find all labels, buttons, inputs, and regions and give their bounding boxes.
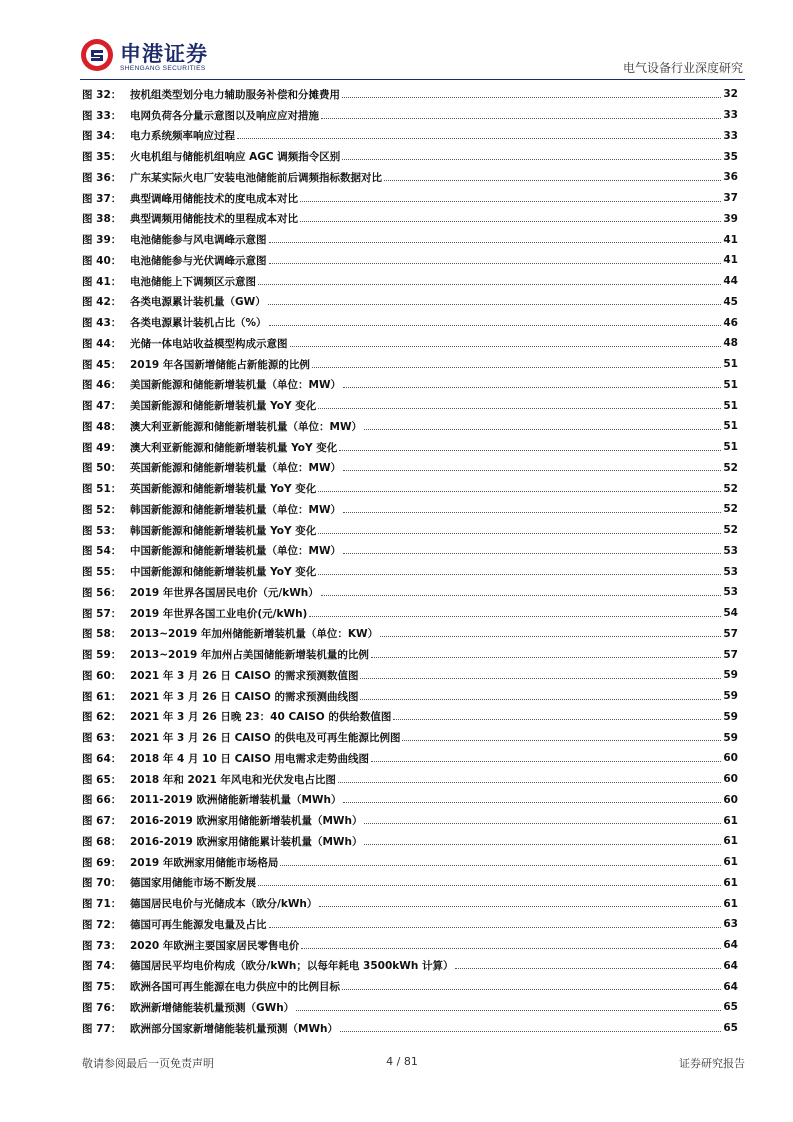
figure-page-number: 57	[723, 627, 738, 640]
toc-entry[interactable]	[82, 748, 738, 769]
figure-title: 火电机组与储能机组响应 AGC 调频指令区别	[130, 151, 341, 164]
figure-title: 电池储能参与风电调峰示意图	[130, 234, 267, 247]
company-logo	[80, 38, 220, 78]
figure-page-number: 59	[723, 731, 738, 744]
toc-entry[interactable]	[82, 852, 738, 873]
toc-entry[interactable]	[82, 395, 738, 416]
figure-page-number: 48	[723, 337, 738, 350]
figure-page-number: 51	[723, 378, 738, 391]
toc-entry[interactable]	[82, 665, 738, 686]
figure-title: 德国居民平均电价构成（欧分/kWh；以每年耗电 3500kWh 计算）	[130, 960, 454, 973]
figure-title: 美国新能源和储能新增装机量 YoY 变化	[130, 400, 317, 413]
dot-leader	[318, 408, 721, 409]
toc-entry[interactable]	[82, 167, 738, 188]
figure-title: 电池储能上下调频区示意图	[130, 275, 256, 288]
figure-number: 图 63：	[82, 732, 122, 745]
toc-entry[interactable]	[82, 956, 738, 977]
page-number: 4 / 81	[386, 1055, 418, 1068]
figure-number: 图 76：	[82, 1001, 122, 1014]
figure-page-number: 64	[723, 959, 738, 972]
figure-title: 按机组类型划分电力辅助服务补偿和分摊费用	[130, 88, 340, 101]
figure-page-number: 57	[723, 648, 738, 661]
dot-leader	[380, 636, 721, 637]
figure-number: 图 50：	[82, 462, 122, 475]
figure-page-number: 59	[723, 710, 738, 723]
figure-title: 2021 年 3 月 26 日 CAISO 的供电及可再生能源比例图	[130, 732, 401, 745]
figure-number: 图 57：	[82, 607, 122, 620]
figure-number: 图 75：	[82, 981, 122, 994]
figure-page-number: 60	[723, 752, 738, 765]
dot-leader	[269, 263, 722, 264]
toc-entry[interactable]	[82, 790, 738, 811]
figure-title: 2019 年世界各国工业电价(元/kWh)	[130, 607, 308, 620]
figure-title: 中国新能源和储能新增装机量 YoY 变化	[130, 566, 317, 579]
dot-leader	[321, 118, 721, 119]
toc-entry[interactable]	[82, 893, 738, 914]
figure-page-number: 61	[723, 876, 738, 889]
toc-entry[interactable]	[82, 686, 738, 707]
dot-leader	[300, 201, 721, 202]
toc-entry[interactable]	[82, 769, 738, 790]
header-divider	[80, 79, 745, 80]
figure-title: 各类电源累计装机量（GW）	[130, 296, 266, 309]
disclaimer-note: 敬请参阅最后一页免责声明	[82, 1057, 214, 1070]
toc-entry[interactable]	[82, 873, 738, 894]
dot-leader	[455, 968, 721, 969]
figure-number: 图 61：	[82, 690, 122, 703]
logo-chinese-name: 申港证券	[120, 42, 208, 66]
dot-leader	[268, 304, 722, 305]
figure-title: 韩国新能源和储能新增装机量（单位：MW）	[130, 503, 342, 516]
figure-page-number: 51	[723, 420, 738, 433]
figure-number: 图 51：	[82, 483, 122, 496]
figure-page-number: 61	[723, 897, 738, 910]
dot-leader	[280, 865, 721, 866]
toc-entry[interactable]	[82, 416, 738, 437]
dot-leader	[318, 491, 721, 492]
figure-number: 图 40：	[82, 254, 122, 267]
figure-title: 2011-2019 欧洲储能新增装机量（MWh）	[130, 794, 342, 807]
toc-entry[interactable]	[82, 707, 738, 728]
figure-title: 中国新能源和储能新增装机量（单位：MW）	[130, 545, 342, 558]
toc-entry[interactable]	[82, 478, 738, 499]
figure-number: 图 73：	[82, 939, 122, 952]
figure-page-number: 41	[723, 254, 738, 267]
toc-entry[interactable]	[82, 229, 738, 250]
figure-page-number: 64	[723, 939, 738, 952]
dot-leader	[364, 844, 721, 845]
figure-page-number: 61	[723, 835, 738, 848]
figure-number: 图 41：	[82, 275, 122, 288]
dot-leader	[321, 595, 722, 596]
figure-page-number: 61	[723, 814, 738, 827]
figure-page-number: 52	[723, 524, 738, 537]
figure-page-number: 44	[723, 275, 738, 288]
figure-title: 欧洲各国可再生能源在电力供应中的比例目标	[130, 981, 340, 994]
figure-number: 图 44：	[82, 337, 122, 350]
figure-page-number: 41	[723, 233, 738, 246]
dot-leader	[258, 284, 721, 285]
figure-page-number: 33	[723, 109, 738, 122]
figure-title: 澳大利亚新能源和储能新增装机量（单位：MW）	[130, 420, 363, 433]
dot-leader	[301, 948, 721, 949]
figure-page-number: 63	[723, 918, 738, 931]
figure-number: 图 32：	[82, 88, 122, 101]
toc-entry[interactable]	[82, 935, 738, 956]
toc-entry[interactable]	[82, 810, 738, 831]
figure-number: 图 64：	[82, 752, 122, 765]
figure-number: 图 62：	[82, 711, 122, 724]
dot-leader	[269, 325, 722, 326]
figure-number: 图 47：	[82, 400, 122, 413]
figure-number: 图 53：	[82, 524, 122, 537]
dot-leader	[364, 823, 721, 824]
figure-title: 2019 年欧洲家用储能市场格局	[130, 856, 279, 869]
dot-leader	[343, 387, 721, 388]
figure-page-number: 39	[723, 212, 738, 225]
figure-title: 欧洲新增储能装机量预测（GWh）	[130, 1001, 295, 1014]
figure-page-number: 51	[723, 399, 738, 412]
figure-title: 2013~2019 年加州储能新增装机量（单位：KW）	[130, 628, 379, 641]
dot-leader	[312, 367, 721, 368]
figure-page-number: 45	[723, 295, 738, 308]
figure-page-number: 51	[723, 358, 738, 371]
figure-number: 图 69：	[82, 856, 122, 869]
figure-number: 图 48：	[82, 420, 122, 433]
dot-leader	[269, 242, 722, 243]
dot-leader	[342, 159, 721, 160]
figure-title: 2016-2019 欧洲家用储能累计装机量（MWh）	[130, 835, 363, 848]
figure-list	[82, 84, 738, 1039]
figure-title: 2018 年和 2021 年风电和光伏发电占比图	[130, 773, 336, 786]
toc-entry[interactable]	[82, 375, 738, 396]
figure-page-number: 52	[723, 461, 738, 474]
dot-leader	[339, 450, 721, 451]
figure-title: 广东某实际火电厂安装电池储能前后调频指标数据对比	[130, 171, 382, 184]
figure-number: 图 68：	[82, 835, 122, 848]
toc-entry[interactable]	[82, 105, 738, 126]
figure-number: 图 49：	[82, 441, 122, 454]
dot-leader	[318, 574, 721, 575]
logo-english-name: SHENGANG SECURITIES	[120, 65, 206, 72]
figure-number: 图 36：	[82, 171, 122, 184]
figure-title: 2021 年 3 月 26 日 CAISO 的需求预测数值图	[130, 669, 359, 682]
figure-title: 英国新能源和储能新增装机量（单位：MW）	[130, 462, 342, 475]
dot-leader	[402, 740, 721, 741]
report-type: 证券研究报告	[679, 1057, 745, 1070]
toc-entry[interactable]	[82, 520, 738, 541]
toc-entry[interactable]	[82, 997, 738, 1018]
figure-number: 图 35：	[82, 151, 122, 164]
figure-title: 2021 年 3 月 26 日晚 23：40 CAISO 的供给数值图	[130, 711, 392, 724]
toc-entry[interactable]	[82, 727, 738, 748]
page-footer	[0, 1055, 793, 1075]
dot-leader	[296, 1010, 721, 1011]
figure-number: 图 67：	[82, 815, 122, 828]
dot-leader	[393, 719, 721, 720]
dot-leader	[319, 906, 721, 907]
toc-entry[interactable]	[82, 250, 738, 271]
figure-number: 图 70：	[82, 877, 122, 890]
dot-leader	[364, 429, 721, 430]
toc-entry[interactable]	[82, 499, 738, 520]
figure-title: 2019 年各国新增储能占新能源的比例	[130, 358, 310, 371]
dot-leader	[300, 221, 721, 222]
figure-page-number: 37	[723, 192, 738, 205]
figure-page-number: 52	[723, 503, 738, 516]
dot-leader	[269, 927, 722, 928]
dot-leader	[371, 657, 721, 658]
toc-entry[interactable]	[82, 84, 738, 105]
dot-leader	[360, 699, 721, 700]
figure-number: 图 56：	[82, 586, 122, 599]
toc-entry[interactable]	[82, 541, 738, 562]
dot-leader	[338, 782, 721, 783]
figure-title: 美国新能源和储能新增装机量（单位：MW）	[130, 379, 342, 392]
figure-title: 2018 年 4 月 10 日 CAISO 用电需求走势曲线图	[130, 752, 369, 765]
figure-number: 图 66：	[82, 794, 122, 807]
figure-number: 图 37：	[82, 192, 122, 205]
figure-number: 图 65：	[82, 773, 122, 786]
figure-number: 图 38：	[82, 213, 122, 226]
figure-page-number: 59	[723, 669, 738, 682]
figure-number: 图 54：	[82, 545, 122, 558]
toc-entry[interactable]	[82, 292, 738, 313]
dot-leader	[340, 1031, 721, 1032]
dot-leader	[342, 97, 721, 98]
figure-number: 图 71：	[82, 898, 122, 911]
figure-number: 图 59：	[82, 649, 122, 662]
dot-leader	[342, 989, 721, 990]
figure-title: 2019 年世界各国居民电价（元/kWh）	[130, 586, 319, 599]
figure-page-number: 64	[723, 980, 738, 993]
toc-entry[interactable]	[82, 644, 738, 665]
figure-page-number: 46	[723, 316, 738, 329]
figure-number: 图 42：	[82, 296, 122, 309]
figure-page-number: 53	[723, 586, 738, 599]
figure-number: 图 52：	[82, 503, 122, 516]
toc-entry[interactable]	[82, 914, 738, 935]
toc-entry[interactable]	[82, 271, 738, 292]
figure-title: 典型调峰用储能技术的度电成本对比	[130, 192, 298, 205]
toc-entry[interactable]	[82, 126, 738, 147]
figure-number: 图 55：	[82, 566, 122, 579]
dot-leader	[360, 678, 721, 679]
figure-title: 韩国新能源和储能新增装机量 YoY 变化	[130, 524, 317, 537]
toc-entry[interactable]	[82, 582, 738, 603]
figure-title: 2016-2019 欧洲家用储能新增装机量（MWh）	[130, 815, 363, 828]
dot-leader	[343, 470, 721, 471]
figure-title: 电力系统频率响应过程	[130, 130, 235, 143]
figure-title: 2013~2019 年加州占美国储能新增装机量的比例	[130, 649, 369, 662]
dot-leader	[237, 138, 721, 139]
figure-page-number: 60	[723, 773, 738, 786]
figure-page-number: 65	[723, 1022, 738, 1035]
logo-mark-icon	[80, 38, 114, 72]
figure-number: 图 33：	[82, 109, 122, 122]
figure-number: 图 45：	[82, 358, 122, 371]
figure-page-number: 33	[723, 129, 738, 142]
dot-leader	[318, 533, 721, 534]
figure-title: 典型调频用储能技术的里程成本对比	[130, 213, 298, 226]
document-title: 电气设备行业深度研究	[622, 61, 743, 75]
toc-entry[interactable]	[82, 312, 738, 333]
figure-title: 各类电源累计装机占比（%）	[130, 317, 267, 330]
page-header	[0, 0, 793, 82]
figure-number: 图 39：	[82, 234, 122, 247]
figure-number: 图 74：	[82, 960, 122, 973]
toc-entry[interactable]	[82, 624, 738, 645]
toc-entry[interactable]	[82, 561, 738, 582]
figure-number: 图 72：	[82, 918, 122, 931]
figure-title: 2020 年欧洲主要国家居民零售电价	[130, 939, 300, 952]
toc-entry[interactable]	[82, 188, 738, 209]
figure-page-number: 61	[723, 856, 738, 869]
figure-page-number: 36	[723, 171, 738, 184]
figure-page-number: 53	[723, 544, 738, 557]
figure-title: 英国新能源和储能新增装机量 YoY 变化	[130, 483, 317, 496]
figure-title: 德国可再生能源发电量及占比	[130, 918, 267, 931]
toc-entry[interactable]	[82, 976, 738, 997]
dot-leader	[258, 885, 721, 886]
figure-title: 电网负荷各分量示意图以及响应应对措施	[130, 109, 319, 122]
figure-page-number: 51	[723, 441, 738, 454]
figure-title: 电池储能参与光伏调峰示意图	[130, 254, 267, 267]
figure-number: 图 46：	[82, 379, 122, 392]
toc-entry[interactable]	[82, 209, 738, 230]
toc-entry[interactable]	[82, 1018, 738, 1039]
dot-leader	[309, 616, 721, 617]
dot-leader	[343, 553, 721, 554]
figure-page-number: 59	[723, 690, 738, 703]
figure-title: 欧洲部分国家新增储能装机量预测（MWh）	[130, 1022, 339, 1035]
figure-title: 德国家用储能市场不断发展	[130, 877, 256, 890]
toc-entry[interactable]	[82, 831, 738, 852]
figure-page-number: 65	[723, 1001, 738, 1014]
figure-title: 德国居民电价与光储成本（欧分/kWh）	[130, 898, 318, 911]
figure-page-number: 32	[723, 88, 738, 101]
toc-entry[interactable]	[82, 437, 738, 458]
figure-number: 图 43：	[82, 317, 122, 330]
toc-entry[interactable]	[82, 333, 738, 354]
figure-number: 图 60：	[82, 669, 122, 682]
figure-title: 澳大利亚新能源和储能新增装机量 YoY 变化	[130, 441, 338, 454]
figure-page-number: 52	[723, 482, 738, 495]
toc-entry[interactable]	[82, 458, 738, 479]
figure-page-number: 54	[723, 607, 738, 620]
dot-leader	[384, 180, 721, 181]
figure-number: 图 58：	[82, 628, 122, 641]
toc-entry[interactable]	[82, 146, 738, 167]
dot-leader	[343, 802, 721, 803]
dot-leader	[343, 512, 721, 513]
dot-leader	[290, 346, 722, 347]
figure-title: 2021 年 3 月 26 日 CAISO 的需求预测曲线图	[130, 690, 359, 703]
dot-leader	[371, 761, 721, 762]
figure-page-number: 35	[723, 150, 738, 163]
figure-number: 图 34：	[82, 130, 122, 143]
figure-page-number: 60	[723, 793, 738, 806]
toc-entry[interactable]	[82, 354, 738, 375]
toc-entry[interactable]	[82, 603, 738, 624]
figure-number: 图 77：	[82, 1022, 122, 1035]
figure-title: 光储一体电站收益模型构成示意图	[130, 337, 288, 350]
figure-page-number: 53	[723, 565, 738, 578]
